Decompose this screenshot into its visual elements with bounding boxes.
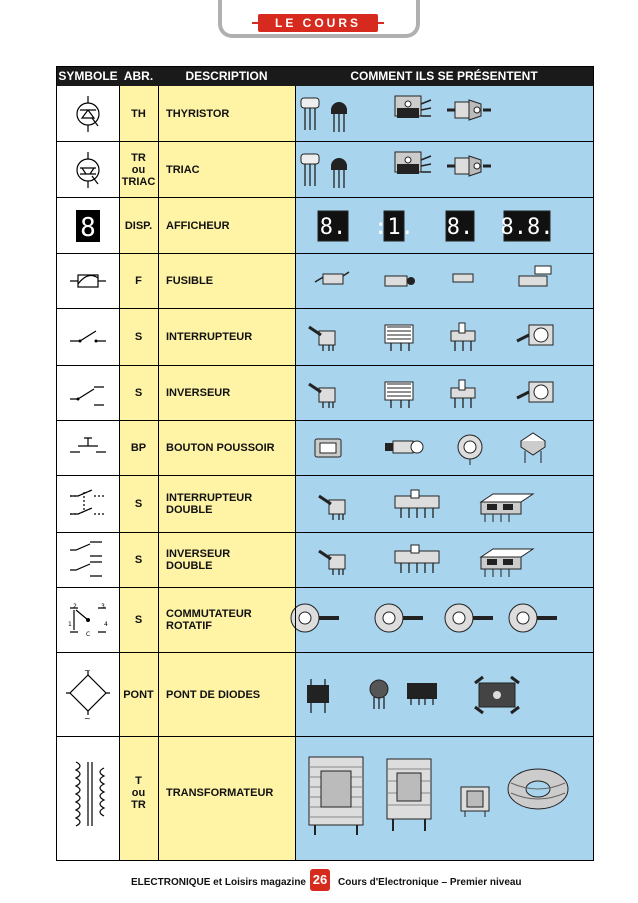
page-footer xyxy=(0,873,638,903)
component-illustration xyxy=(455,779,495,824)
svg-text:3: 3 xyxy=(101,603,105,610)
component-illustration xyxy=(315,490,355,527)
table-row xyxy=(57,653,593,737)
divider xyxy=(295,86,296,860)
component-illustration xyxy=(393,543,441,580)
divider xyxy=(119,86,120,860)
svg-text:2: 2 xyxy=(73,603,77,610)
svg-text:8.: 8. xyxy=(446,215,474,240)
component-illustration xyxy=(381,266,415,299)
component-illustration xyxy=(515,262,555,299)
component-illustration xyxy=(329,96,349,139)
component-photos xyxy=(295,142,593,197)
double-changeover-symbol-icon xyxy=(57,533,119,587)
component-illustration xyxy=(447,378,481,415)
table-row xyxy=(57,476,593,533)
svg-text::1.: :1. xyxy=(374,215,414,240)
row-abbreviation: F xyxy=(135,275,142,287)
component-photos xyxy=(295,198,593,253)
component-illustration xyxy=(515,376,559,417)
header-symbol: SYMBOLE xyxy=(58,69,118,83)
component-illustration xyxy=(393,150,433,191)
component-illustration xyxy=(305,378,345,415)
component-illustration xyxy=(379,749,439,838)
component-illustration xyxy=(451,268,475,293)
component-illustration xyxy=(445,96,493,135)
row-abbreviation: S xyxy=(134,331,143,343)
row-description: BOUTON POUSSOIR xyxy=(166,442,275,454)
component-illustration xyxy=(505,765,571,820)
footer-course: Cours d'Electronique – Premier niveau xyxy=(338,877,522,888)
row-abbreviation: S xyxy=(134,498,143,510)
component-illustration xyxy=(374,210,414,247)
row-abbreviation: S xyxy=(134,387,143,399)
row-description: COMMUTATEUR ROTATIF xyxy=(166,608,252,632)
component-illustration xyxy=(285,600,341,645)
component-illustration xyxy=(303,675,333,720)
row-abbreviation: DISP. xyxy=(124,219,153,232)
table-body xyxy=(57,86,593,860)
component-photos xyxy=(295,476,593,532)
svg-text:C: C xyxy=(86,631,91,638)
component-photos xyxy=(295,421,593,475)
svg-text:8.: 8. xyxy=(319,215,347,240)
header-description: DESCRIPTION xyxy=(185,69,268,83)
header-abbr: ABR. xyxy=(123,69,154,83)
header-appearance: COMMENT ILS SE PRÉSENTENT xyxy=(350,69,538,83)
row-abbreviation: S xyxy=(134,554,143,566)
component-illustration xyxy=(393,94,433,135)
double-switch-symbol-icon xyxy=(57,476,119,532)
component-illustration xyxy=(445,210,475,247)
svg-text:8.8.: 8.8. xyxy=(500,215,554,240)
component-photos xyxy=(295,588,593,652)
transformer-symbol-icon xyxy=(57,737,119,849)
svg-text:4: 4 xyxy=(104,621,108,628)
component-illustration xyxy=(447,321,481,358)
row-abbreviation: TR ou TRIAC xyxy=(121,151,156,188)
component-illustration xyxy=(455,433,485,470)
row-description: AFFICHEUR xyxy=(166,219,230,232)
switch-symbol-icon xyxy=(57,309,119,365)
triac-symbol-icon xyxy=(57,142,119,197)
component-photos xyxy=(295,366,593,420)
row-description: PONT DE DIODES xyxy=(166,688,261,701)
push-button-symbol-icon xyxy=(57,421,119,475)
component-illustration xyxy=(299,148,321,193)
component-illustration xyxy=(317,210,349,247)
component-illustration xyxy=(329,152,349,195)
svg-text:1: 1 xyxy=(68,621,72,628)
changeover-switch-symbol-icon xyxy=(57,366,119,420)
component-illustration xyxy=(405,677,439,712)
row-abbreviation: T ou TR xyxy=(131,775,146,811)
row-description: INVERSEUR DOUBLE xyxy=(166,548,231,572)
component-photos xyxy=(295,533,593,587)
component-illustration xyxy=(311,433,345,468)
fuse-symbol-icon xyxy=(57,254,119,308)
rotary-switch-symbol-icon xyxy=(57,588,119,652)
svg-text:8: 8 xyxy=(80,212,96,243)
component-illustration xyxy=(477,486,537,529)
footer-magazine: ELECTRONIQUE et Loisirs magazine xyxy=(130,877,306,888)
page-number: 26 xyxy=(310,869,330,891)
component-illustration xyxy=(393,488,441,525)
table-row xyxy=(57,198,593,254)
table-row xyxy=(57,254,593,309)
row-abbreviation: TH xyxy=(131,107,146,120)
table-row xyxy=(57,366,593,421)
component-illustration xyxy=(517,429,547,470)
table-header xyxy=(57,67,593,86)
table-row xyxy=(57,142,593,198)
component-illustration xyxy=(313,268,351,295)
component-illustration xyxy=(305,321,345,358)
row-abbreviation: S xyxy=(134,614,143,626)
component-illustration xyxy=(381,319,421,358)
row-abbreviation: BP xyxy=(130,442,147,454)
component-photos xyxy=(295,737,593,849)
table-row xyxy=(57,86,593,142)
component-illustration xyxy=(500,210,554,247)
component-illustration xyxy=(381,435,425,464)
component-illustration xyxy=(301,747,371,842)
table-row xyxy=(57,309,593,366)
thyristor-symbol-icon xyxy=(57,86,119,141)
component-photos xyxy=(295,309,593,365)
table-row xyxy=(57,737,593,849)
component-illustration xyxy=(515,319,559,360)
svg-text:~: ~ xyxy=(84,713,91,723)
divider xyxy=(158,86,159,860)
row-description: INVERSEUR xyxy=(166,387,231,399)
component-illustration xyxy=(299,92,321,137)
row-description: INTERRUPTEUR DOUBLE xyxy=(166,492,253,516)
component-illustration xyxy=(369,600,425,645)
row-description: FUSIBLE xyxy=(166,275,214,287)
component-illustration xyxy=(315,545,355,582)
components-table xyxy=(56,66,594,861)
component-illustration xyxy=(439,600,495,645)
component-illustration xyxy=(365,677,393,716)
row-description: TRIAC xyxy=(166,163,200,176)
component-photos xyxy=(295,653,593,736)
row-description: TRANSFORMATEUR xyxy=(166,787,274,799)
table-row xyxy=(57,533,593,588)
component-illustration xyxy=(477,541,537,584)
seven-segment-symbol-icon xyxy=(57,198,119,253)
component-photos xyxy=(295,254,593,308)
svg-text:~: ~ xyxy=(84,665,91,675)
component-illustration xyxy=(503,600,559,645)
table-row xyxy=(57,588,593,653)
table-row xyxy=(57,421,593,476)
row-abbreviation: PONT xyxy=(123,688,154,701)
diode-bridge-symbol-icon xyxy=(57,653,119,736)
component-illustration xyxy=(445,152,493,191)
component-illustration xyxy=(469,673,525,718)
component-photos xyxy=(295,86,593,141)
component-illustration xyxy=(381,376,421,415)
row-description: THYRISTOR xyxy=(166,107,230,120)
row-description: INTERRUPTEUR xyxy=(166,331,253,343)
section-ribbon: LE COURS xyxy=(258,14,378,32)
